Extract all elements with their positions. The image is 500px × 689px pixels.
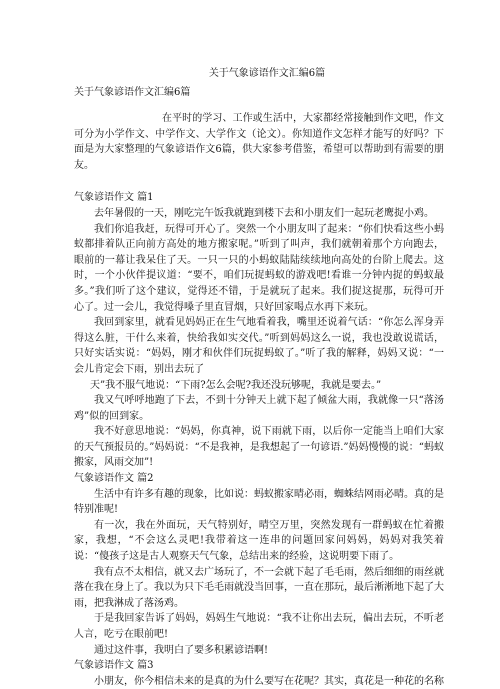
section-1-paragraph-5: 我又气呼呼地跑了下去，不到十分钟天上就下起了倾盆大雨，我就像一只“落汤鸡”似的回到家。: [74, 395, 444, 422]
section-2-paragraph-5: 通过这件事，我明白了要多积累谚语啊!: [94, 644, 269, 656]
section-2-paragraph-4: 于是我回家告诉了妈妈，妈妈生气地说：“我不让你出去玩，偏出去玩，不听老人言，吃亏在眼前吧!: [74, 613, 444, 640]
document-subtitle: 关于气象谚语作文汇编6篇: [74, 87, 191, 98]
section-2-paragraph-3: 我有点不太相信，就又去广场玩了，不一会就下起了毛毛雨，然后细细的雨丝就落在我在身上了。我以为只下毛毛雨就没当回事，一直在那玩，最后淅淅地下起了大雨，把我淋成了落汤鸡。: [74, 566, 444, 609]
intro-paragraph: 在平时的学习、工作或生活中，大家都经常接触到作文吧，作文可分为小学作文、中学作文、大学作文（论文）。你知道作文怎样才能写的好吗？下面是为大家整理的气象谚语作文6篇，供大家参考借鉴，希望可以帮助到有需要的朋友。: [74, 113, 444, 171]
section-2-paragraph-2: 有一次，我在外面玩，天气特别好，晴空万里，突然发现有一群蚂蚁在忙着搬家，我想，“不会这么灵吧!我带着这一连串的问题回家问妈妈，妈妈对我笑着说：“傻孩子这是古人观察天气气象，总结出来的经验，这说明要下雨了。: [74, 519, 444, 563]
section-2-paragraph-1: 生活中有许多有趣的现象，比如说：蚂蚁搬家晴必雨，蜘蛛结网雨必晴。真的是特别准呢!: [74, 488, 444, 516]
section-1-paragraph-6: 我不好意思地说：“妈妈，你真神，说下雨就下雨，以后你一定能当上咱们大家的天气预报员的。”妈妈说：“不是我神，是我想起了一句谚语.”妈妈慢慢的说：“蚂蚁搬家，风雨交加”!: [74, 426, 444, 469]
section-1-paragraph-1: 去年暑假的一天，刚吃完午饭我就跑到楼下去和小朋友们一起玩老鹰捉小鸡。: [94, 207, 434, 219]
section-1-paragraph-4: 天”我不服气地说：“下雨?怎么会呢?我还没玩够呢，我就是要去。”: [90, 379, 382, 391]
section-2-heading: 气象谚语作文 篇2: [74, 473, 154, 485]
document-title: 关于气象谚语作文汇编6篇: [208, 68, 326, 79]
section-1-paragraph-3: 我回到家里，就看见妈妈正在生气地看着我，嘴里还说着气话：“你怎么浑身弄得这么脏，干什么来着，快给我如实交代。”听到妈妈这么一说，我也没敢说谎话，只好实话实说：“妈妈，刚才和伙伴们玩捉蚂蚁了。”听了我的解释，妈妈又说：“一会儿肯定会下雨，别出去玩了: [74, 317, 444, 375]
section-3-paragraph-1: 小朋友，你今相信未来的是真的为什么要写在花呢？其实，真花是一种花的名称: [94, 675, 444, 687]
section-3-heading: 气象谚语作文 篇3: [74, 660, 154, 672]
section-1-paragraph-2: 我们你追我赶，玩得可开心了。突然一个小朋友叫了起来：“你们快看这些小蚂蚁都排着队正向前方高处的地方搬家呢。”听到了叫声，我们就朝着那个方向跑去，眼前的一幕让我呆住了天。一只一只的小蚂蚁陆陆续续地向高处的台阶上爬去。这时，一个小伙伴提议道：“要不，咱们玩捉蚂蚁的游戏吧!看谁一分钟内捉的蚂蚁最多。”我们听了这个建议，觉得还不错，于是就玩了起来。我们捉这捉那，玩得可开心了。过一会儿，我觉得嗓子里直冒烟，只好回家喝点水再下来玩。: [74, 223, 444, 313]
section-1-heading: 气象谚语作文 篇1: [74, 192, 154, 204]
